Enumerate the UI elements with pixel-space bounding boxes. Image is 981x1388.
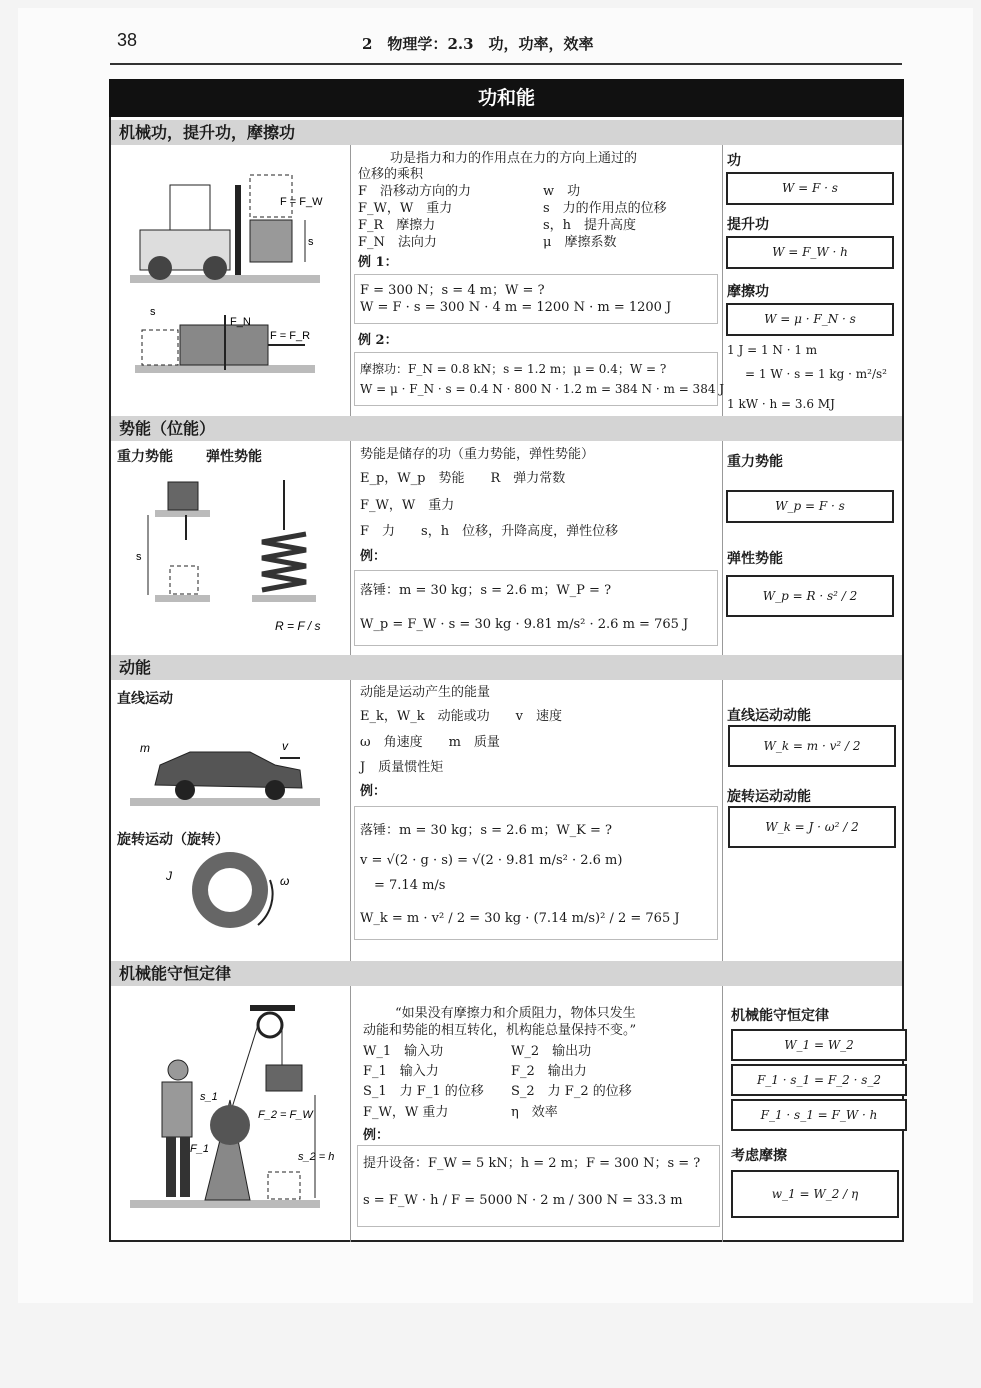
s4-example-label: 例： <box>363 1128 390 1143</box>
lifted-crate <box>250 220 292 262</box>
section-heading-conservation: 机械能守恒定律 <box>111 961 902 986</box>
ceiling-mount <box>250 1005 295 1011</box>
fig-label-m: m <box>140 741 150 755</box>
s1-example1-label: 例 1： <box>358 255 398 270</box>
s4-quote-line2: 动能和势能的相互转化，机构能总量保持不变。” <box>363 1023 637 1038</box>
weight-block <box>168 482 198 510</box>
floor <box>130 1200 320 1208</box>
s1-var-0a: F 沿移动方向的力 <box>358 184 472 199</box>
s2-var-1: F_W，W 重力 <box>360 498 455 513</box>
s3-var-2: J 质量惯性矩 <box>360 760 444 775</box>
block-start <box>142 330 178 365</box>
forklift-cab <box>170 185 210 230</box>
forklift-wheel-front <box>203 256 227 280</box>
formula-force-weight: F_1 · s_1 = F_W · h <box>731 1099 907 1131</box>
column-divider-right <box>722 145 723 1242</box>
s3-example-line3: = 7.14 m/s <box>374 878 446 893</box>
s1-var-3b: μ 摩擦系数 <box>543 235 617 250</box>
label-rotary-motion: 旋转运动（旋转） <box>117 832 229 848</box>
s1-example2-label: 例 2： <box>358 333 398 348</box>
s2-intro: 势能是储存的功（重力势能，弹性势能） <box>360 447 595 462</box>
potential-energy-figure <box>130 470 330 640</box>
s2-example-line2: W_p = F_W · s = 30 kg · 9.81 m/s² · 2.6 m = 765 J <box>360 617 689 632</box>
formula-label-conservation: 机械能守恒定律 <box>731 1008 829 1024</box>
car-wheel-rear <box>175 780 195 800</box>
fig-label-s1: s_1 <box>200 1091 218 1103</box>
kinetic-energy-figure <box>130 730 330 945</box>
page-number: 38 <box>117 30 138 50</box>
section-banner: 功和能 <box>109 79 904 117</box>
winch-drum <box>210 1105 250 1145</box>
running-title: 2 物理学：2.3 功，功率，效率 <box>362 35 594 53</box>
formula-label-gravity-pe: 重力势能 <box>727 454 783 470</box>
formula-linear-ke: W_k = m · v² / 2 <box>728 725 896 767</box>
fig-label-fr: F = F_R <box>270 330 311 342</box>
s1-intro-line1: 功是指力和力的作用点在力的方向上通过的 <box>390 151 638 166</box>
label-elastic-pe: 弹性势能 <box>206 449 262 465</box>
label-linear-motion: 直线运动 <box>117 691 173 707</box>
forklift-figure <box>130 165 330 380</box>
formula-label-elastic-pe: 弹性势能 <box>727 551 783 567</box>
fig-label-s2h: s_2 = h <box>298 1151 335 1163</box>
s4-var-3a: F_W，W 重力 <box>363 1105 449 1120</box>
formula-work: W = F · s <box>726 172 894 205</box>
s1-var-2b: s，h 提升高度 <box>543 218 637 233</box>
worker-leg-left <box>166 1137 176 1197</box>
s4-var-0b: W_2 输出功 <box>511 1044 592 1059</box>
formula-friction-work: W = μ · F_N · s <box>726 303 894 336</box>
car-wheel-front <box>265 780 285 800</box>
s4-var-2b: S_2 力 F_2 的位移 <box>511 1084 632 1099</box>
s2-example-label: 例： <box>360 549 387 564</box>
compressed-spring <box>262 534 306 590</box>
pulley <box>258 1013 282 1037</box>
s4-var-3b: η 效率 <box>511 1105 558 1120</box>
fig-label-v: v <box>282 739 288 753</box>
section-heading-work: 机械功，提升功，摩擦功 <box>111 120 902 145</box>
s1-var-3a: F_N 法向力 <box>358 235 437 250</box>
formula-label-friction-work: 摩擦功 <box>727 284 769 300</box>
unit-line1: 1 J = 1 N · 1 m <box>727 343 818 357</box>
fig-label-f1: F_1 <box>190 1143 209 1155</box>
fig-label-omega: ω <box>280 874 290 888</box>
s4-quote-line1: “如果没有摩擦力和介质阻力，物体只发生 <box>395 1006 636 1021</box>
worker-body <box>162 1082 192 1137</box>
formula-gravity-pe: W_p = F · s <box>726 490 894 523</box>
formula-label-lift-work: 提升功 <box>727 217 769 233</box>
s1-var-1b: s 力的作用点的位移 <box>543 201 667 216</box>
header-rule <box>110 63 902 65</box>
unit-line2: = 1 W · s = 1 kg · m²/s² <box>745 367 887 381</box>
s1-intro-line2: 位移的乘积 <box>358 167 424 182</box>
formula-lift-work: W = F_W · h <box>726 236 894 269</box>
s1-var-2a: F_R 摩擦力 <box>358 218 436 233</box>
worker-leg-right <box>180 1137 190 1197</box>
s3-example-line4: W_k = m · v² / 2 = 30 kg · (7.14 m/s)² / 2 = 765 J <box>360 911 680 926</box>
fig-label-j: J <box>166 869 172 883</box>
s4-example-line2: s = F_W · h / F = 5000 N · 2 m / 300 N = 33.3 m <box>363 1193 683 1208</box>
s3-var-0: E_k，W_k 动能或功 v 速度 <box>360 709 562 724</box>
s3-var-1: ω 角速度 m 质量 <box>360 735 500 750</box>
s1-var-1a: F_W，W 重力 <box>358 201 453 216</box>
s1-example2-line1: 摩擦功：F_N = 0.8 kN；s = 1.2 m；μ = 0.4；W = ? <box>360 362 667 376</box>
s3-example-line2: v = √(2 · g · s) = √(2 · 9.81 m/s² · 2.6 m) <box>360 853 623 868</box>
fig-label-s3: s <box>136 551 142 563</box>
label-gravity-pe: 重力势能 <box>117 449 173 465</box>
load-start <box>268 1172 300 1199</box>
s4-example-line1: 提升设备：F_W = 5 kN；h = 2 m；F = 300 N；s = ? <box>363 1156 701 1171</box>
s4-var-2a: S_1 力 F_1 的位移 <box>363 1084 484 1099</box>
fig-label-s: s <box>308 236 314 248</box>
s1-example2-line2: W = μ · F_N · s = 0.4 N · 800 N · 1.2 m = 384 N · m = 384 J <box>360 382 725 396</box>
forklift-wheel-rear <box>148 256 172 280</box>
s3-intro: 动能是运动产生的能量 <box>360 685 491 700</box>
section-heading-kinetic: 动能 <box>111 655 902 680</box>
formula-elastic-pe: W_p = R · s² / 2 <box>726 575 894 617</box>
formula-efficiency: w_1 = W_2 / η <box>731 1170 899 1218</box>
s4-var-1b: F_2 输出力 <box>511 1064 587 1079</box>
formula-label-linear-ke: 直线运动动能 <box>727 708 811 724</box>
fig-label-fw: F = F_W <box>280 196 323 208</box>
s3-example-line1: 落锤：m = 30 kg；s = 2.6 m；W_K = ? <box>360 823 613 838</box>
section-heading-potential: 势能（位能） <box>111 416 902 441</box>
s1-example1-line2: W = F · s = 300 N · 4 m = 1200 N · m = 1200 J <box>360 300 672 315</box>
s2-example-line1: 落锤：m = 30 kg；s = 2.6 m；W_P = ? <box>360 583 612 598</box>
spring-base <box>252 595 316 602</box>
s3-example-label: 例： <box>360 784 387 799</box>
ledge-bottom <box>155 595 210 602</box>
fig-label-s2: s <box>150 306 156 318</box>
flywheel-hub <box>208 868 252 912</box>
forklift-mast <box>235 185 241 275</box>
weight-lowered <box>170 566 198 594</box>
s4-var-1a: F_1 输入力 <box>363 1064 439 1079</box>
formula-label-work: 功 <box>727 153 741 169</box>
conservation-figure <box>130 1000 335 1225</box>
worker-head <box>168 1060 188 1080</box>
unit-line3: 1 kW · h = 3.6 MJ <box>727 397 835 411</box>
lifted-load <box>266 1065 302 1091</box>
road <box>130 798 320 806</box>
ledge-top <box>155 510 210 517</box>
s1-example1-line1: F = 300 N；s = 4 m；W = ? <box>360 283 545 298</box>
column-divider-left <box>350 145 351 1242</box>
fig-label-fn: F_N <box>230 316 251 328</box>
fig-label-f2fw: F_2 = F_W <box>258 1109 313 1121</box>
s2-var-2: F 力 s，h 位移，升降高度，弹性位移 <box>360 524 619 539</box>
formula-force-balance: F_1 · s_1 = F_2 · s_2 <box>731 1064 907 1096</box>
s4-var-0a: W_1 输入功 <box>363 1044 444 1059</box>
formula-label-friction: 考虑摩擦 <box>731 1148 787 1164</box>
formula-w1-w2: W_1 = W_2 <box>731 1029 907 1061</box>
s1-var-0b: w 功 <box>543 184 581 199</box>
formula-rotary-ke: W_k = J · ω² / 2 <box>728 806 896 848</box>
spring-constant-eq: R = F / s <box>275 619 321 633</box>
formula-label-rotary-ke: 旋转运动动能 <box>727 789 811 805</box>
s2-var-0: E_p，W_p 势能 R 弹力常数 <box>360 471 566 486</box>
